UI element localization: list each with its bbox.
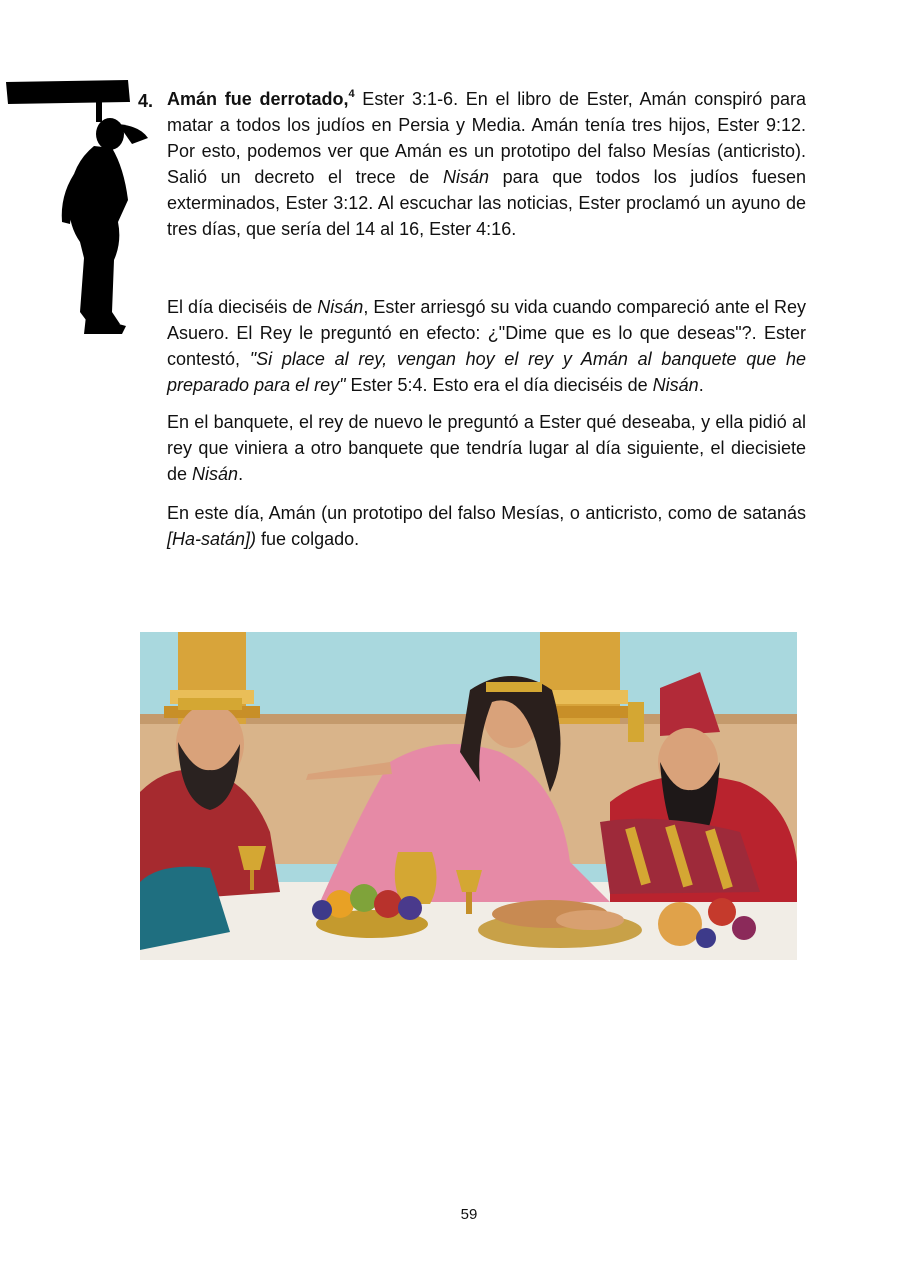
italic-term: Nisán	[652, 375, 699, 395]
paragraph-text: .	[698, 375, 704, 395]
paragraph-text: Ester 5:4. Esto era el día dieciséis de	[345, 375, 653, 395]
italic-term: [Ha-satán])	[167, 529, 257, 549]
paragraph-text: fue colgado.	[256, 529, 360, 549]
paragraph-haman-conspiracy	[167, 86, 806, 242]
italic-term: Nisán	[192, 464, 239, 484]
item-heading: Amán fue derrotado,	[167, 89, 349, 109]
paragraph-text: , Ester arriesgó su vida cuando compareció ante el Rey Asuero. El Rey le preguntó en efecto: ¿"Dime que es lo que deseas"?. Ester contestó,	[167, 297, 806, 369]
esther-banquet-illustration	[140, 632, 797, 960]
italic-term: Nisán	[442, 167, 489, 187]
list-item-number: 4.	[138, 91, 154, 111]
paragraph-esther-before-king	[167, 294, 806, 398]
paragraph-text: El día dieciséis de	[167, 297, 318, 317]
paragraph-text: En el banquete, el rey de nuevo le preguntó a Ester qué deseaba, y ella pidió al rey que viniera a otro banquete que tendría lugar al día siguiente, el diecisiete de	[167, 412, 806, 484]
italic-term: Nisán	[317, 297, 364, 317]
footnote-marker: 4	[348, 88, 355, 100]
paragraph-text: para que todos los judíos fuesen exterminados, Ester 3:12. Al escuchar las noticias, Ester proclamó un ayuno de tres días, que sería del 14 al 16, Ester 4:16.	[167, 167, 807, 239]
paragraph-haman-hanged	[167, 500, 806, 552]
paragraph-text: Ester 3:1-6. En el libro de Ester, Amán conspiró para matar a todos los judíos en Persia y Media. Amán tenía tres hijos, Ester 9:12. Por esto, podemos ver que Amán es un prototipo del falso Mesías (anticristo). Salió un decreto el trece de	[167, 89, 806, 187]
italic-quote: "Si place al rey, vengan hoy el rey y Amán al banquete que he preparado para el rey"	[167, 349, 807, 395]
paragraph-text: .	[238, 464, 244, 484]
page-number: 59	[460, 1206, 478, 1223]
paragraph-text: En este día, Amán (un prototipo del falso Mesías, o anticristo, como de satanás	[167, 503, 806, 523]
hanged-man-silhouette	[0, 72, 160, 337]
paragraph-banquet	[167, 409, 806, 487]
